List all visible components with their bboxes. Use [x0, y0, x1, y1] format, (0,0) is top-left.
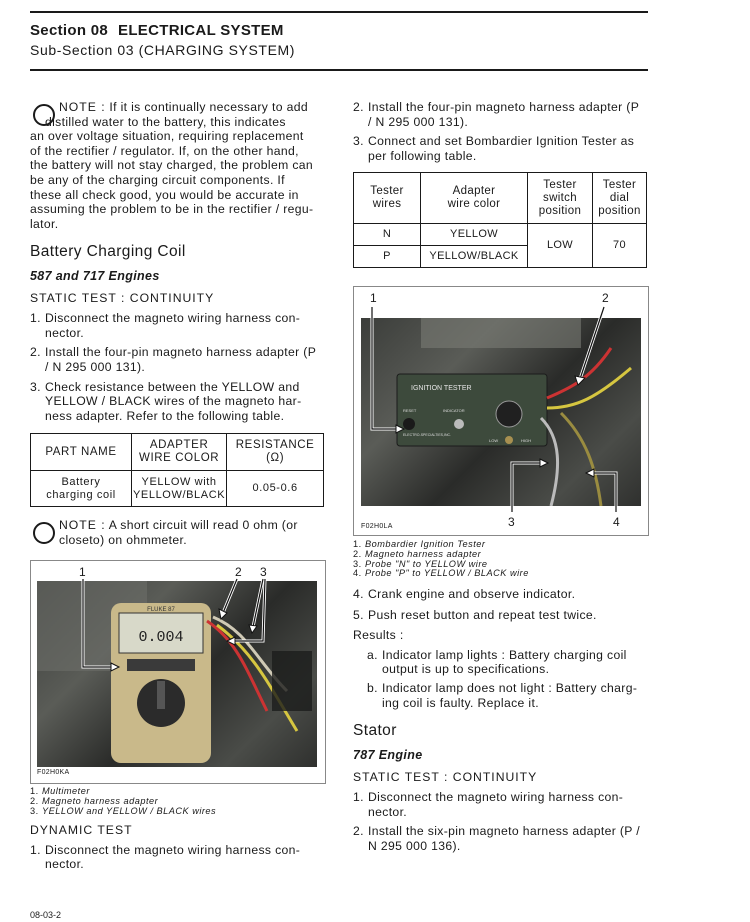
svg-text:LOW: LOW	[489, 438, 499, 443]
svg-text:ELECTRO-SPECIALTIES,INC.: ELECTRO-SPECIALTIES,INC.	[403, 433, 451, 437]
left-column	[30, 100, 324, 547]
table-cell: Battery charging coil	[31, 471, 132, 507]
list-item: a. Indicator lamp lights : Battery charging coil output is up to specifications.	[367, 647, 627, 677]
table-header: Tester switch position	[528, 173, 593, 224]
legend-item: 1. Multimeter	[30, 786, 90, 796]
subsection-title: Sub-Section 03 (CHARGING SYSTEM)	[30, 42, 296, 58]
list-item: 5. Push reset button and repeat test twice.	[353, 607, 597, 622]
note-label: NOTE :	[59, 100, 106, 114]
header-rule	[30, 69, 648, 71]
legend-item: 3. YELLOW and YELLOW / BLACK wires	[30, 806, 217, 816]
table-header: PART NAME	[31, 434, 132, 471]
legend-item: 2. Magneto harness adapter	[353, 548, 482, 559]
list-item: 2. Install the six-pin magneto harness adapter (P / N 295 000 136).	[353, 824, 640, 853]
list-item: 3. Check resistance between the YELLOW and YELLOW / BLACK wires of the magneto har- ness adapter. Refer to the following table.	[30, 379, 302, 423]
stator-static-steps	[353, 790, 647, 853]
note-icon	[33, 104, 55, 126]
svg-text:INDICATOR: INDICATOR	[443, 408, 465, 413]
callout-2: 2	[602, 291, 609, 305]
callout-3: 3	[508, 515, 515, 529]
list-item: 1. Disconnect the magneto wiring harness con- nector.	[30, 311, 301, 340]
figure-id: F02H0LA	[361, 523, 393, 530]
page-number: 08-03-2	[30, 910, 62, 920]
svg-text:IGNITION TESTER: IGNITION TESTER	[411, 385, 472, 392]
right-column	[353, 100, 647, 268]
dynamic-test-steps	[30, 843, 324, 872]
dynamic-test-steps-final	[353, 587, 647, 622]
multimeter-photo	[30, 560, 326, 784]
list-item: 2. Install the four-pin magneto harness adapter (P / N 295 000 131).	[30, 345, 317, 374]
table-header: RESISTANCE (Ω)	[227, 434, 324, 471]
legend-item: 1. Bombardier Ignition Tester	[353, 539, 486, 549]
table-header: Adapter wire color	[421, 173, 528, 224]
list-item: 2. Install the four-pin magneto harness adapter (P / N 295 000 131).	[353, 100, 640, 129]
legend-item: 4. Probe "P" to YELLOW / BLACK wire	[353, 568, 529, 579]
table-cell: YELLOW/BLACK	[421, 246, 528, 268]
note-short-circuit: NOTE : A short circuit will read 0 ohm (or closeto) on ohmmeter.	[30, 518, 324, 547]
svg-text:0.004: 0.004	[138, 629, 184, 646]
table-header: ADAPTER WIRE COLOR	[132, 434, 227, 471]
stator-engine-subheading: 787 Engine	[353, 747, 423, 762]
svg-text:RESET: RESET	[403, 408, 417, 413]
tester-settings-table	[353, 172, 647, 268]
table-cell: N	[354, 224, 421, 246]
table-cell: 70	[593, 224, 647, 268]
note-overvoltage: NOTE : If it is continually necessary to add distilled water to the battery, this indicates an over voltage situation, requiring replacement of the rectifier / regulator. If, on the other hand, the battery will not stay charged, the problem can be any of the charging circuit components. If these all check good, you would be accurate in assuming the problem to be in the rectifier / regu- lator.	[30, 100, 314, 231]
resistance-table	[30, 433, 324, 507]
static-test-heading: STATIC TEST : CONTINUITY	[30, 290, 215, 305]
section-number: Section 08	[30, 22, 109, 39]
legend-item: 2. Magneto harness adapter	[30, 796, 159, 806]
ignition-tester-photo	[353, 286, 649, 536]
callout-arrows	[354, 287, 648, 535]
svg-text:HIGH: HIGH	[521, 438, 531, 443]
figure-id: F02H0KA	[37, 769, 70, 776]
callout-1: 1	[370, 291, 377, 305]
list-item: b. Indicator lamp does not light : Battery charg- ing coil is faulty. Replace it.	[367, 680, 638, 710]
static-test-steps	[30, 311, 324, 423]
list-item: 3. Connect and set Bombardier Ignition Tester as per following table.	[353, 134, 635, 163]
callout-4: 4	[613, 515, 620, 529]
engines-subheading: 587 and 717 Engines	[30, 268, 160, 283]
section-title	[30, 22, 294, 39]
table-header: Tester dial position	[593, 173, 647, 224]
table-cell: P	[354, 246, 421, 268]
tester-legend	[353, 540, 529, 579]
table-cell: 0.05-0.6	[227, 471, 324, 507]
legend-item: 3. Probe "N" to YELLOW wire	[353, 558, 488, 569]
results-label: Results :	[353, 628, 404, 643]
results-list	[367, 648, 647, 710]
right-column-lower	[353, 587, 647, 853]
svg-text:FLUKE 87: FLUKE 87	[147, 607, 175, 613]
section-name: ELECTRICAL SYSTEM	[118, 22, 284, 39]
table-cell: YELLOW with YELLOW/BLACK	[132, 471, 227, 507]
table-header: Tester wires	[354, 173, 421, 224]
dynamic-test-section	[30, 823, 324, 872]
multimeter-legend	[30, 786, 216, 816]
callout-1: 1	[79, 565, 86, 579]
dynamic-test-heading: DYNAMIC TEST	[30, 823, 133, 837]
callout-3: 3	[260, 565, 267, 579]
heading-stator: Stator	[353, 722, 397, 740]
stator-static-test-heading: STATIC TEST : CONTINUITY	[353, 770, 538, 785]
list-item: 1. Disconnect the magneto wiring harness con- nector.	[30, 842, 301, 872]
callout-2: 2	[235, 565, 242, 579]
list-item: 4. Crank engine and observe indicator.	[353, 587, 576, 601]
table-cell: YELLOW	[421, 224, 528, 246]
table-cell: LOW	[528, 224, 593, 268]
heading-battery-charging-coil: Battery Charging Coil	[30, 243, 186, 261]
list-item: 1. Disconnect the magneto wiring harness con- nector.	[353, 789, 624, 819]
top-rule	[30, 11, 648, 13]
callout-arrows	[31, 561, 325, 783]
dynamic-test-steps-continued	[353, 100, 647, 163]
